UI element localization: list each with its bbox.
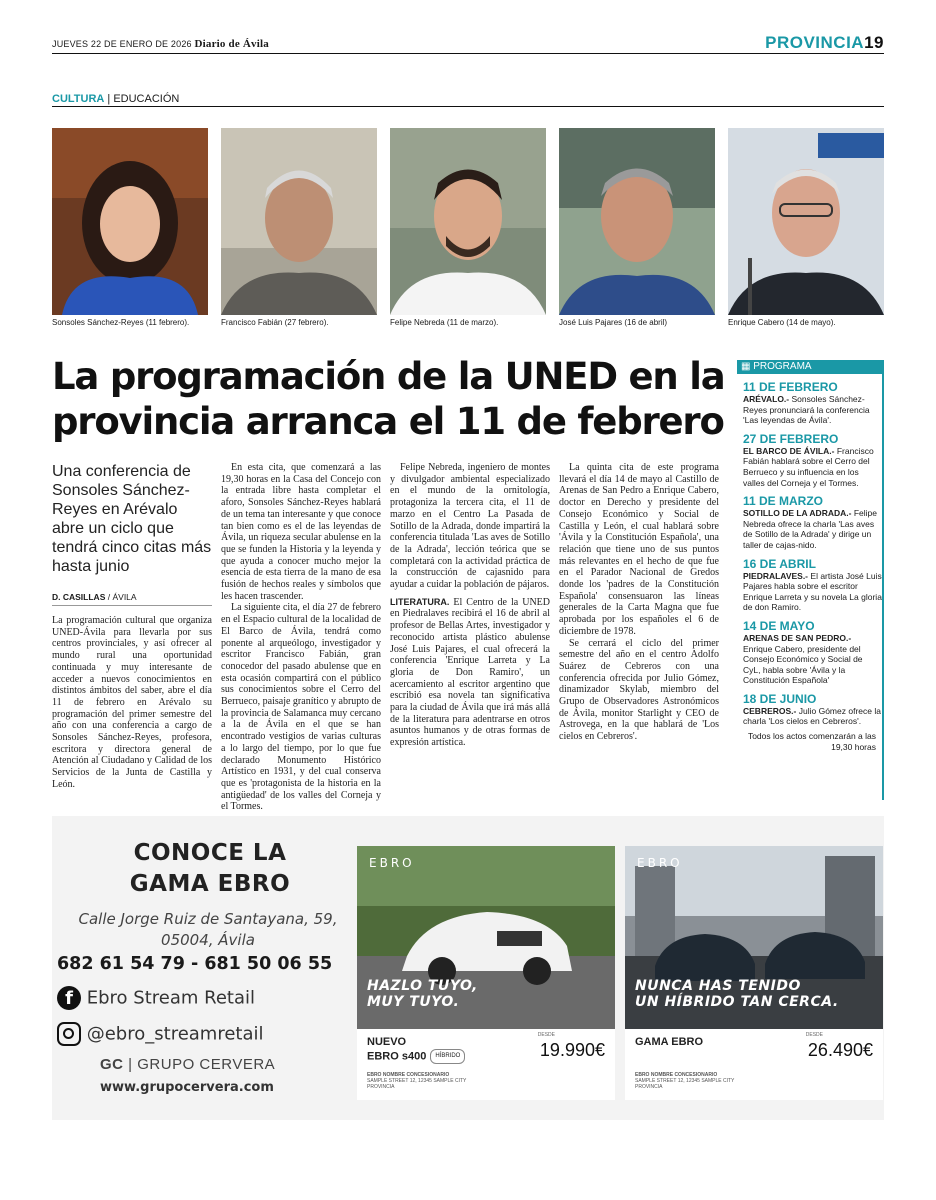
ebro-logo: EBRO: [369, 856, 415, 870]
article-column-2: [221, 462, 381, 813]
ad-website: www.grupocervera.com: [100, 1080, 274, 1095]
article-column-3: [390, 462, 550, 802]
car-price: 19.990€: [539, 1040, 605, 1060]
program-item: 14 DE MAYO ARENAS DE SAN PEDRO.- Enrique Cabero, presidente del Consejo Económico y Social de CyL, habla sobre 'Ávila y la Constitución Española': [737, 619, 882, 686]
paragraph: Se cerrará el ciclo del primer semestre del año en el centro Adolfo Suárez de Cebreros con una conferencia ofrecida por Julio Gómez, dinamizador Skylab, miembro del Grupo de Observadores Astronómicos de Ávila, monitor Starlight y CEO de Astrovega, en la que hablará de 'Los cielos en Cebreros'.: [559, 637, 719, 743]
section-subcategory: EDUCACIÓN: [113, 93, 180, 105]
article-deck: Una conferencia de Sonsoles Sánchez-Reyes en Arévalo abre un ciclo que tendrá cinco citas más hasta junio: [52, 463, 212, 575]
section-name: PROVINCIA: [765, 33, 865, 52]
car-slogan: NUNCA HAS TENIDO UN HÍBRIDO TAN CERCA.: [635, 978, 839, 1010]
hybrid-tag: HÍBRIDO: [430, 1049, 465, 1064]
dealer-info: EBRO NOMBRE CONCESIONARIO SAMPLE STREET 12, 12345 SAMPLE CITY PROVINCIA: [367, 1072, 467, 1090]
program-item: 11 DE MARZO SOTILLO DE LA ADRADA.- Felipe Nebreda ofrece la charla 'Las aves de Sotillo de la Adrada' y dirige un taller de cajas-nido.: [737, 494, 882, 550]
author: D. CASILLAS: [52, 592, 106, 602]
car-slogan: HAZLO TUYO, MUY TUYO.: [367, 978, 478, 1010]
paragraph: LITERATURA. El Centro de la UNED en Piedralaves recibirá el 16 de abril al profesor de Bellas Artes, investigador y reconocido artista plástico abulense José Luis Pajares, el cual ofrecerá la conferencia 'Enrique Larreta y La gloria de Don Ramiro', un acercamiento al escritor argentino que escribió esa novela tan significativa para la ciudad de Ávila que irá más allá de la literatura para adentrarse en otros asuntos humanos y de otras formas de expresión artística.: [390, 596, 550, 749]
car-ad-s400: [357, 846, 615, 1100]
calendar-icon: ▦: [741, 361, 754, 372]
photo-felipe: [390, 128, 546, 315]
issue-date: JUEVES 22 DE ENERO DE 2026: [52, 39, 192, 49]
car-model: NUEVO EBRO s400 HÍBRIDO: [367, 1036, 465, 1064]
article-column-1: [52, 615, 212, 805]
program-item: 16 DE ABRIL PIEDRALAVES.- El artista José Luis Pajares habla sobre el escritor Enrique Larreta y su novela La gloria de don Ramiro.: [743, 556, 882, 613]
ad-facebook: f Ebro Stream Retail: [57, 986, 255, 1010]
program-date: 16 DE ABRIL: [743, 556, 816, 571]
program-item: 18 DE JUNIO CEBREROS.- Julio Gómez ofrece la charla 'Los cielos en Cebreros'.: [743, 691, 881, 727]
article-column-4: [559, 462, 719, 802]
instagram-icon: [57, 1022, 81, 1046]
program-date: 11 DE FEBRERO: [743, 380, 838, 394]
ad-group-logo: GC | GRUPO CERVERA: [100, 1056, 276, 1073]
subhead: LITERATURA.: [390, 596, 450, 607]
price-from: DESDE: [537, 1032, 555, 1038]
dealer-info: EBRO NOMBRE CONCESIONARIO SAMPLE STREET 12, 12345 SAMPLE CITY PROVINCIA: [635, 1072, 735, 1090]
program-date: 27 DE FEBRERO: [743, 431, 839, 446]
paragraph: La siguiente cita, el día 27 de febrero en el Espacio cultural de la localidad de El Barco de Ávila, tendrá como ponente al arqueólogo, investigador y escritor Francisco Fabián, gran conocedor del pasado abulense que en esta ocasión compartirá con el público sus conocimientos sobre el Cerro del Berrueco, paisaje granítico y abrupto de la provincia de Salamanca muy cercano a la de Ávila en el que se han encontrado vestigios de varias culturas a lo largo del tiempo, por lo que fue declarado Monumento Histórico Artístico en 1931, y del cual conserva que es 'protagonista de la historia en la antigüedad' de los valles del Corneja y el Tormes.: [221, 602, 381, 813]
ad-phones: 682 61 54 79 - 681 50 06 55: [57, 954, 333, 974]
ad-instagram: @ebro_streamretail: [57, 1022, 264, 1046]
location: ÁVILA: [112, 592, 137, 602]
ad-address: Calle Jorge Ruiz de Santayana, 59, 05004, Ávila: [78, 910, 338, 949]
photo-caption: Felipe Nebreda (11 de marzo).: [390, 318, 499, 327]
page-number: 19: [864, 33, 884, 52]
facebook-icon: f: [57, 986, 81, 1010]
photo-sonsoles: [52, 128, 208, 315]
car-ad-gama: [625, 846, 883, 1100]
photo-caption: José Luis Pajares (16 de abril): [559, 318, 668, 327]
page-header-right: [765, 33, 884, 53]
photo-caption: Enrique Cabero (14 de mayo).: [728, 318, 836, 327]
section-tag: CULTURA | EDUCACIÓN: [52, 93, 180, 105]
sidebar-title: ▦ PROGRAMA: [737, 360, 882, 374]
photo-caption: Sonsoles Sánchez-Reyes (11 febrero).: [52, 318, 190, 327]
paragraph: La programación cultural que organiza UNED-Ávila para llevarla por sus centros provinciales, y así ofrecer al mundo rural una oportunidad continuada y muy interesante de acceder a nuevos conocimientos en distintos ámbitos del saber, abre el día 11 de febrero en Arévalo su programación del primer semestre del año con una conferencia a cargo de Sonsoles Sánchez-Reyes, profesora, escritora y directora general de Atención al Ciudadano y Calidad de los Servicios de la Junta de Castilla y León.: [52, 615, 212, 790]
program-date: 11 DE MARZO: [743, 494, 824, 509]
program-item: 27 DE FEBRERO EL BARCO DE ÁVILA.- Francisco Fabián hablará sobre el Cerro del Berrueco y su influencia en los valles del Corneja y el Tormes.: [737, 432, 882, 488]
ebro-logo: EBRO: [637, 856, 683, 870]
page-header-left: [52, 38, 269, 50]
ad-title: CONOCE LA GAMA EBRO: [129, 840, 291, 897]
byline-divider: [52, 605, 212, 606]
program-date: 14 DE MAYO: [743, 618, 815, 633]
price-from: DESDE: [805, 1032, 823, 1038]
paragraph: Felipe Nebreda, ingeniero de montes y divulgador ambiental especializado en el mundo de la ornitología, protagoniza la tercera cita, el 11 de marzo en el Centro La Pasada de Sotillo de la Adrada, donde impartirá la conferencia titulada 'Las aves de Sotillo de la Adrada', lección teórica que se completará con la actividad práctica de la construcción de cajasnido para ayudar a cuidar la población de pájaros.: [390, 462, 550, 591]
photo-caption: Francisco Fabián (27 febrero).: [221, 318, 329, 327]
header-divider: [52, 53, 884, 54]
section-divider: [52, 106, 884, 107]
program-date: 18 DE JUNIO: [743, 691, 817, 706]
program-footer: Todos los actos comenzarán a las 19,30 horas: [747, 731, 876, 752]
photo-enrique: [728, 128, 884, 315]
section-category: CULTURA: [52, 93, 105, 105]
program-sidebar: [737, 360, 884, 800]
paragraph: La quinta cita de este programa llevará el día 14 de mayo al Castillo de Arenas de San Pedro a Enrique Cabero, doctor en Derecho y presidente del Consejo Económico y Social de Castilla y León, el cual hablará sobre 'Ávila y la Constitución Española', una relación que tiene uno de sus puntos más relevantes en el hecho de que fue en el Parador Nacional de Gredos donde los 'padres de la Constitución Española' consensuaron las líneas generales de la Carta Magna que fue aprobada por los españoles el 6 de diciembre de 1978.: [559, 462, 719, 637]
car-price: 26.490€: [807, 1040, 873, 1060]
program-item: 11 DE FEBRERO ARÉVALO.- Sonsoles Sánchez-Reyes pronunciará la conferencia 'Las leyendas de Ávila'.: [737, 380, 882, 426]
photo-francisco: [221, 128, 377, 315]
car-model: GAMA EBRO: [635, 1036, 704, 1048]
paragraph: En esta cita, que comenzará a las 19,30 horas en la Casa del Concejo con la entrada libre hasta completar el aforo, Sonsoles Sánchez-Reyes hablará de un tema tan interesante y que conoce tan bien como es el de las leyendas de Ávila, un riqueza secular abulense en la que se funden la Historia y la leyenda y que ayuda a conocer mucho mejor la esencia de esta tierra de la mano de esa fusión de hechos reales y símbolos que les hacen trascender.: [221, 462, 381, 602]
byline: D. CASILLAS / ÁVILA: [52, 592, 137, 602]
article-headline: La programación de la UNED en la provincia arranca el 11 de febrero: [52, 355, 725, 443]
newspaper-name: Diario de Ávila: [194, 38, 269, 50]
photo-jose-luis: [559, 128, 715, 315]
